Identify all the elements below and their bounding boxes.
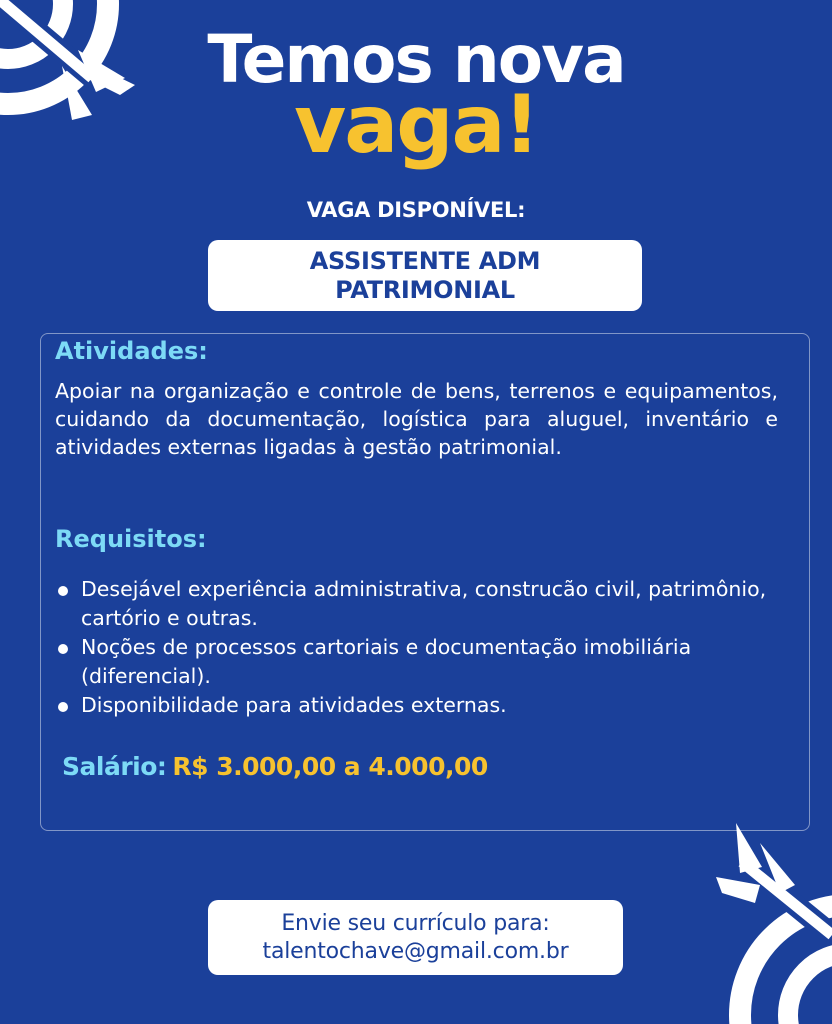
salary-line <box>62 752 488 781</box>
cta-box <box>208 900 623 975</box>
bullet-icon <box>58 702 68 712</box>
position-title-box <box>208 240 642 311</box>
bullet-icon <box>58 644 68 654</box>
cta-email[interactable]: talentochave@gmail.com.br <box>262 938 569 964</box>
list-item <box>55 691 795 720</box>
cta-text: Envie seu currículo para: <box>281 910 550 936</box>
activities-heading: Atividades: <box>55 337 208 365</box>
requirement-text: Disponibilidade para atividades externas. <box>81 693 507 717</box>
requirements-list <box>55 575 795 720</box>
target-arrow-icon <box>700 815 832 1024</box>
activities-text: Apoiar na organização e controle de bens, terrenos e equipamentos, cuidando da documentação, logística para aluguel, inventário e atividades externas ligadas à gestão patrimonial. <box>55 379 778 459</box>
position-title-line1: ASSISTENTE ADM <box>309 246 541 275</box>
headline-line1: Temos nova <box>207 21 625 98</box>
requirements-heading: Requisitos: <box>55 525 207 553</box>
bullet-icon <box>58 586 68 596</box>
position-label: VAGA DISPONÍVEL: <box>306 198 526 222</box>
requirement-text: Desejável experiência administrativa, construcão civil, patrimônio, cartório e outras. <box>81 577 767 630</box>
salary-value: R$ 3.000,00 a 4.000,00 <box>172 752 488 781</box>
headline-line2: vaga! <box>294 78 538 171</box>
list-item <box>55 575 795 633</box>
requirement-text: Noções de processos cartoriais e documentação imobiliária (diferencial). <box>81 635 692 688</box>
position-title-line2: PATRIMONIAL <box>335 275 515 304</box>
list-item <box>55 633 795 691</box>
salary-label: Salário: <box>62 752 167 781</box>
